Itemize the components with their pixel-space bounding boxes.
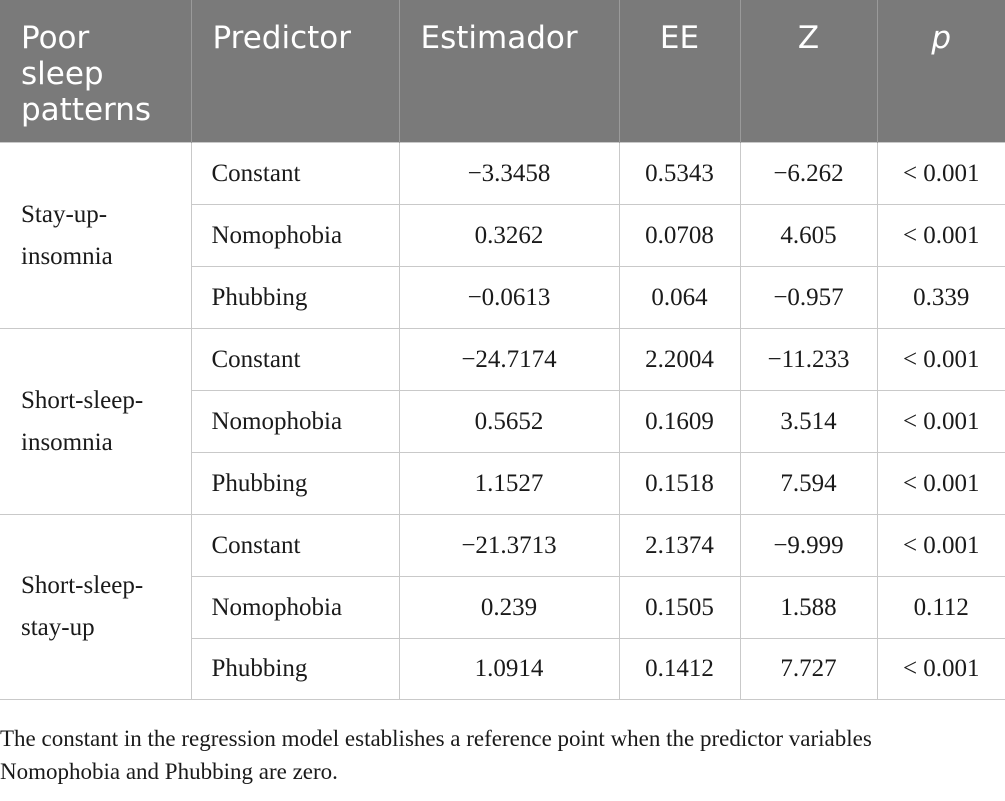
header-predictor: Predictor <box>191 0 399 143</box>
predictor-cell: Phubbing <box>191 267 399 329</box>
p-cell: < 0.001 <box>877 205 1005 267</box>
predictor-cell: Phubbing <box>191 639 399 700</box>
estimate-cell: 1.1527 <box>399 453 619 515</box>
p-cell: < 0.001 <box>877 639 1005 700</box>
z-cell: 7.727 <box>740 639 877 700</box>
estimate-cell: 1.0914 <box>399 639 619 700</box>
predictor-cell: Constant <box>191 143 399 205</box>
header-p: p <box>877 0 1005 143</box>
predictor-cell: Phubbing <box>191 453 399 515</box>
table-row <box>0 143 1005 205</box>
p-cell: < 0.001 <box>877 515 1005 577</box>
estimate-cell: −0.0613 <box>399 267 619 329</box>
header-z: Z <box>740 0 877 143</box>
z-cell: 3.514 <box>740 391 877 453</box>
estimate-cell: 0.239 <box>399 577 619 639</box>
table-body <box>0 143 1005 700</box>
z-cell: 7.594 <box>740 453 877 515</box>
pattern-cell: Short-sleep-stay-up <box>0 515 191 700</box>
se-cell: 0.0708 <box>619 205 740 267</box>
z-cell: −11.233 <box>740 329 877 391</box>
estimate-cell: 0.3262 <box>399 205 619 267</box>
se-cell: 2.2004 <box>619 329 740 391</box>
p-cell: < 0.001 <box>877 391 1005 453</box>
p-cell: 0.339 <box>877 267 1005 329</box>
z-cell: −0.957 <box>740 267 877 329</box>
predictor-cell: Nomophobia <box>191 577 399 639</box>
se-cell: 0.1505 <box>619 577 740 639</box>
estimate-cell: 0.5652 <box>399 391 619 453</box>
estimate-cell: −3.3458 <box>399 143 619 205</box>
predictor-cell: Constant <box>191 329 399 391</box>
table-header <box>0 0 1005 143</box>
predictor-cell: Nomophobia <box>191 205 399 267</box>
z-cell: −6.262 <box>740 143 877 205</box>
se-cell: 0.1518 <box>619 453 740 515</box>
table-footnote: The constant in the regression model establishes a reference point when the predictor variables Nomophobia and Phubbing are zero. <box>0 726 872 784</box>
table-row <box>0 329 1005 391</box>
predictor-cell: Constant <box>191 515 399 577</box>
z-cell: −9.999 <box>740 515 877 577</box>
p-cell: < 0.001 <box>877 143 1005 205</box>
estimate-cell: −21.3713 <box>399 515 619 577</box>
p-cell: < 0.001 <box>877 453 1005 515</box>
header-se: EE <box>619 0 740 143</box>
z-cell: 4.605 <box>740 205 877 267</box>
se-cell: 0.1412 <box>619 639 740 700</box>
estimate-cell: −24.7174 <box>399 329 619 391</box>
p-cell: 0.112 <box>877 577 1005 639</box>
header-row <box>0 0 1005 143</box>
p-cell: < 0.001 <box>877 329 1005 391</box>
header-estimate: Estimador <box>399 0 619 143</box>
pattern-cell: Short-sleep-insomnia <box>0 329 191 515</box>
header-poor-sleep-patterns: Poor sleep patterns <box>0 0 191 143</box>
se-cell: 0.1609 <box>619 391 740 453</box>
se-cell: 2.1374 <box>619 515 740 577</box>
se-cell: 0.064 <box>619 267 740 329</box>
se-cell: 0.5343 <box>619 143 740 205</box>
table-row <box>0 515 1005 577</box>
pattern-cell: Stay-up-insomnia <box>0 143 191 329</box>
z-cell: 1.588 <box>740 577 877 639</box>
predictor-cell: Nomophobia <box>191 391 399 453</box>
